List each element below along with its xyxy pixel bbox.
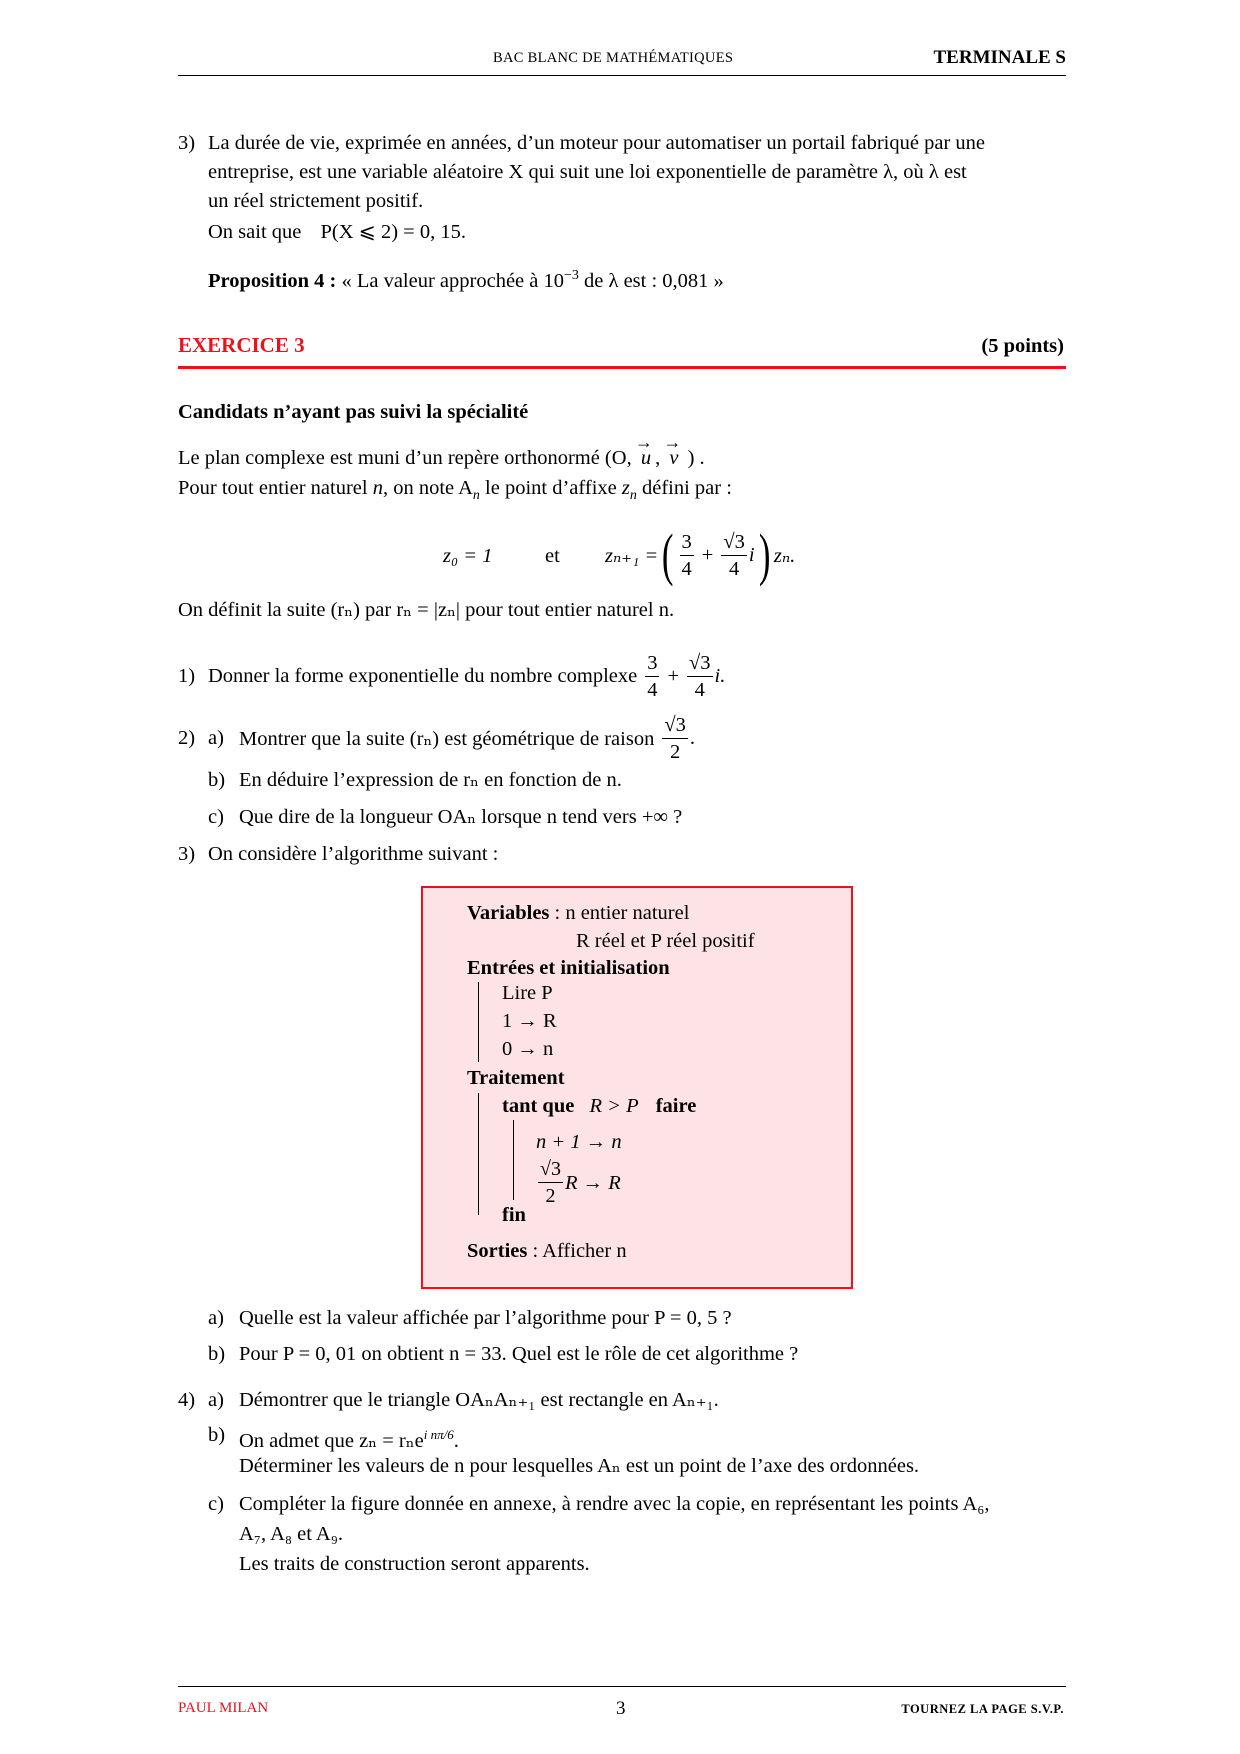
radicand: 3 — [700, 651, 711, 674]
q2c-text: Que dire de la longueur OAₙ lorsque n tend vers +∞ ? — [239, 806, 683, 828]
q1-number: 1) — [178, 665, 196, 687]
q4c-label: c) — [208, 1493, 224, 1515]
fraction-denominator: 4 — [681, 557, 692, 580]
algo-variables — [467, 900, 689, 926]
q2c-label: c) — [208, 806, 224, 828]
right-paren: ) — [758, 522, 771, 587]
q2b-text: En déduire l’expression de rₙ en fonction de n. — [239, 769, 622, 791]
q4b-text-b: . — [453, 1429, 459, 1452]
q4b-line2: Déterminer les valeurs de n pour lesquelles Aₙ est un point de l’axe des ordonnées. — [239, 1455, 920, 1477]
proposition-4 — [208, 262, 724, 295]
vector-v-letter: v — [669, 447, 679, 469]
algorithm-box — [421, 886, 853, 1289]
prev-item3-line2: entreprise, est une variable aléatoire X qui suit une loi exponentielle de paramètre λ, où λ est — [208, 161, 967, 183]
rn-definition: On définit la suite (rₙ) par rₙ = |zₙ| pour tout entier naturel n. — [178, 599, 675, 621]
prev-item3-number: 3) — [178, 132, 196, 154]
q4b-text-a: On admet que zₙ = rₙe — [239, 1429, 424, 1452]
proposition-4-text-b: de λ est : 0,081 » — [578, 269, 724, 292]
algo-init-3: 0 → n — [502, 1038, 554, 1060]
proposition-4-label: Proposition 4 : — [208, 269, 337, 292]
prev-item3-line4 — [208, 218, 466, 246]
footer-right: TOURNEZ LA PAGE S.V.P. — [901, 1702, 1064, 1716]
proposition-4-exponent: −3 — [564, 268, 579, 283]
algo-output-text: : Afficher n — [527, 1240, 627, 1262]
vector-v-arrow: → — [663, 432, 682, 452]
q2a-label: a) — [208, 727, 224, 749]
footer-page-number: 3 — [616, 1698, 626, 1719]
fraction-numerator: 3 — [645, 650, 659, 677]
intro-line2-text-c: le point d’affixe — [479, 477, 622, 499]
q1-text: Donner la forme exponentielle du nombre complexe — [208, 664, 638, 687]
vector-u — [634, 432, 655, 472]
q2-number: 2) — [178, 727, 196, 749]
algo-variables-label: Variables — [467, 902, 550, 924]
header-center: BAC BLANC DE MATHÉMATIQUES — [493, 50, 734, 66]
algo-treat-label: Traitement — [467, 1067, 565, 1089]
algo-while — [502, 1093, 696, 1119]
intro-line2-n: n — [372, 477, 383, 499]
algo-end: fin — [502, 1204, 526, 1226]
q2a-text: Montrer que la suite (rₙ) est géométrique de raison — [239, 727, 655, 750]
radicand: 3 — [675, 713, 686, 736]
algo-body-2 — [536, 1156, 621, 1209]
fraction-numerator: √3 — [538, 1156, 563, 1183]
fraction-3-4 — [680, 529, 694, 582]
q2a — [239, 702, 695, 774]
intro-line2-text-a: Pour tout entier naturel — [178, 477, 373, 499]
fraction-numerator: 3 — [680, 529, 694, 556]
fraction-sqrt3-4 — [721, 529, 747, 582]
algo-while-do: faire — [655, 1095, 697, 1117]
fraction-denominator: 2 — [545, 1185, 556, 1207]
footer-author: PAUL MILAN — [178, 1700, 269, 1716]
fraction-denominator: 2 — [669, 740, 681, 763]
q4b-exponent: i nπ/6 — [423, 1427, 454, 1442]
prev-item3-line4-formula: P(X ⩽ 2) = 0, 15. — [320, 221, 466, 243]
exercise-points: (5 points) — [981, 335, 1064, 357]
footer-rule — [178, 1686, 1066, 1687]
header-right: TERMINALE S — [933, 47, 1066, 68]
algo-output — [467, 1238, 627, 1264]
algo-variables-line2: R réel et P réel positif — [576, 930, 755, 952]
fraction-numerator: √3 — [662, 712, 688, 739]
equation-lhs: zₙ₊₁ = — [605, 544, 659, 567]
q2a-period: . — [689, 726, 695, 749]
intro-line2-z: $z_n$ — [621, 477, 637, 504]
prev-item3-line4-text: On sait que — [208, 221, 302, 243]
fraction-denominator: 4 — [728, 557, 740, 580]
algo-while-cond: R > P — [589, 1095, 639, 1117]
q2a-fraction-sqrt3-2 — [662, 712, 688, 765]
intro-line1-text: Le plan complexe est muni d’un repère orthonormé (O, — [178, 447, 637, 469]
q4c-line3: Les traits de construction seront apparents. — [239, 1553, 590, 1575]
fraction-numerator: √3 — [687, 650, 713, 677]
q1-fraction-sqrt3-4 — [687, 650, 713, 703]
radicand: 3 — [734, 530, 745, 553]
algo-body-2-tail: R → R — [564, 1171, 621, 1194]
equation-recurrence — [605, 520, 795, 590]
prev-item3-line1: La durée de vie, exprimée en années, d’un moteur pour automatiser un portail fabriqué par une — [208, 132, 985, 154]
q4a-label: a) — [208, 1389, 224, 1411]
left-paren: ( — [662, 522, 674, 587]
q4-number: 4) — [178, 1389, 196, 1411]
exercise-rule — [178, 366, 1066, 369]
fraction-numerator: √3 — [721, 529, 747, 556]
equation-et: et — [545, 545, 560, 567]
equation-plus: + — [701, 543, 714, 566]
algo-while-keyword: tant que — [502, 1095, 575, 1117]
q3-text: On considère l’algorithme suivant : — [208, 843, 499, 865]
algo-treat-bar — [478, 1093, 479, 1215]
intro-line2-sub: n — [472, 488, 480, 504]
exercise-subtitle: Candidats n’ayant pas suivi la spécialité — [178, 401, 529, 423]
vector-u-letter: u — [640, 447, 652, 469]
algo-init-2: 1 → R — [502, 1010, 557, 1032]
algo-variables-text: : n entier naturel — [549, 902, 690, 924]
prev-item3-line3: un réel strictement positif. — [208, 190, 424, 212]
q3b-text: Pour P = 0, 01 on obtient n = 33. Quel est le rôle de cet algorithme ? — [239, 1343, 799, 1365]
algo-output-label: Sorties — [467, 1240, 528, 1262]
radicand: 3 — [550, 1158, 561, 1180]
algo-init-1: Lire P — [502, 982, 553, 1004]
algo-init-bar — [478, 982, 479, 1062]
q3b-label: b) — [208, 1343, 226, 1365]
intro-line1: Le plan complexe est muni d’un repère orthonormé (O, → u , → v ) . — [178, 444, 705, 472]
q4a-text: Démontrer que le triangle OAₙAₙ₊₁ est rectangle en Aₙ₊₁. — [239, 1389, 719, 1411]
q3-number: 3) — [178, 843, 196, 865]
intro-line2-text-b: , on note A — [382, 477, 473, 499]
algo-body-1: n + 1 → n — [536, 1131, 622, 1153]
intro-line2 — [178, 474, 732, 510]
q4b-text — [239, 1421, 459, 1455]
q3a-label: a) — [208, 1307, 224, 1329]
fraction-denominator: 4 — [647, 678, 658, 701]
vector-u-arrow: → — [634, 432, 653, 452]
exercise-title: EXERCICE 3 — [178, 333, 305, 357]
equation-z0: z₀ = 1 — [443, 545, 493, 567]
proposition-4-text-a: « La valeur approchée à 10 — [341, 269, 564, 292]
algo-while-bar — [513, 1120, 514, 1200]
fraction-denominator: 4 — [694, 678, 705, 701]
q1-fraction-3-4 — [645, 650, 659, 703]
intro-line2-text-d: défini par : — [636, 477, 732, 499]
q4c-line1: Compléter la figure donnée en annexe, à rendre avec la copie, en représentant les points A₆, — [239, 1493, 990, 1515]
q3a-text: Quelle est la valeur affichée par l’algorithme pour P = 0, 5 ? — [239, 1307, 732, 1329]
q1-tail: i. — [714, 664, 726, 687]
q1-plus: + — [667, 664, 680, 687]
vector-v — [663, 432, 682, 472]
equation-zn: zₙ. — [773, 544, 796, 567]
intro-line1-end: ) . — [687, 447, 705, 469]
q4c-line2: A₇, A₈ et A₉. — [239, 1523, 344, 1545]
imaginary-i: i — [748, 543, 755, 566]
header-rule — [178, 75, 1066, 76]
q4b-label: b) — [208, 1424, 226, 1446]
q2b-label: b) — [208, 769, 226, 791]
algo-fraction-sqrt3-2 — [538, 1156, 563, 1209]
algo-init-label: Entrées et initialisation — [467, 957, 670, 979]
